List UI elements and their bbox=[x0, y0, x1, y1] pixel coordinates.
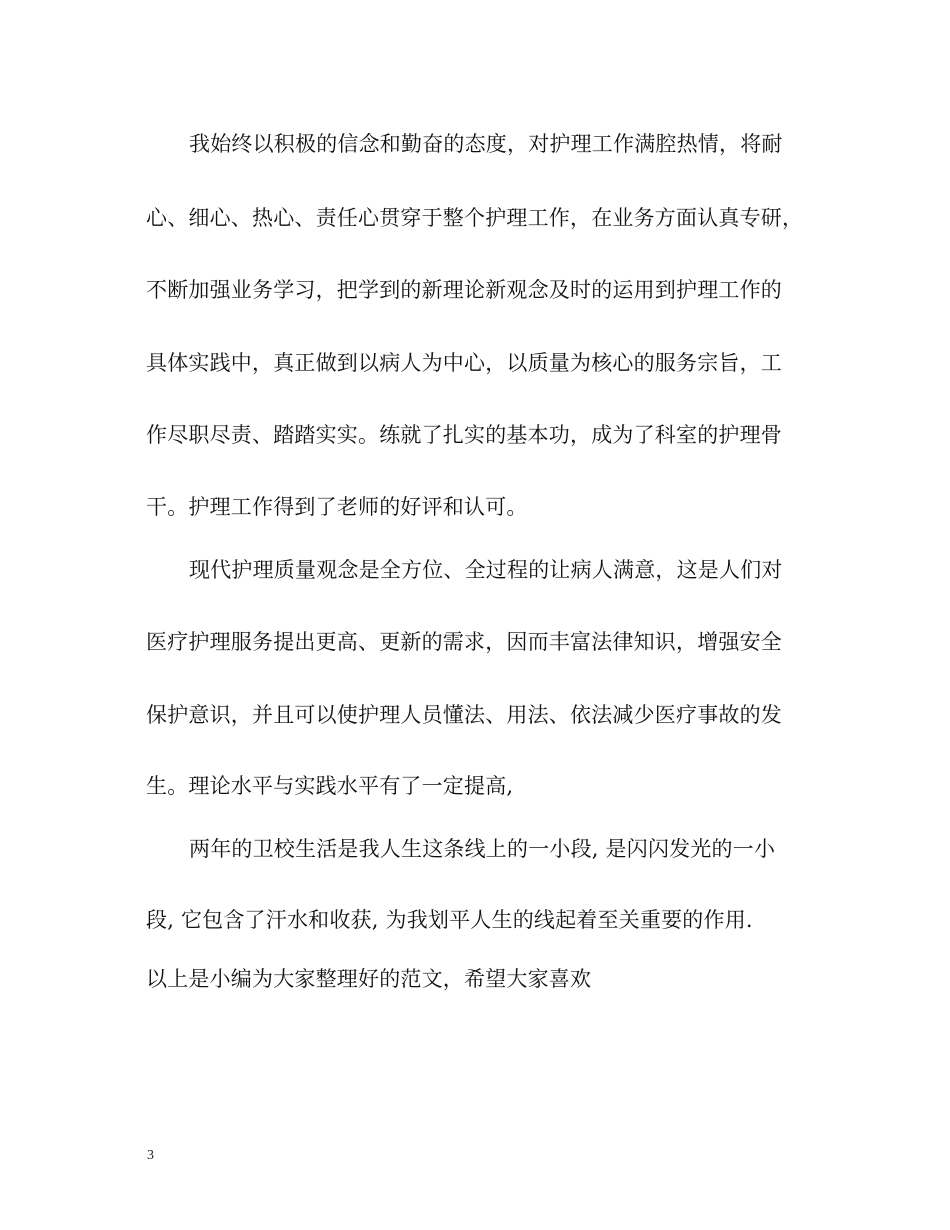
paragraph-1-line-2: 心、细心、热心、责任心贯穿于整个护理工作，在业务方面认真专研， bbox=[146, 206, 804, 230]
paragraph-3-line-1: 两年的卫校生活是我人生这条线上的一小段, 是闪闪发光的一小 bbox=[189, 837, 776, 861]
closing-line: 以上是小编为大家整理好的范文，希望大家喜欢 bbox=[146, 967, 592, 991]
paragraph-1-line-1: 我始终以积极的信念和勤奋的态度，对护理工作满腔热情，将耐 bbox=[189, 132, 783, 156]
paragraph-2-line-2: 医疗护理服务提出更高、更新的需求，因而丰富法律知识，增强安全 bbox=[146, 630, 782, 654]
paragraph-2-line-3: 保护意识，并且可以使护理人员懂法、用法、依法减少医疗事故的发 bbox=[146, 703, 782, 727]
paragraph-1-line-3: 不断加强业务学习，把学到的新理论新观念及时的运用到护理工作的 bbox=[146, 278, 782, 302]
paragraph-1-line-5: 作尽职尽责、踏踏实实。练就了扎实的基本功，成为了科室的护理骨 bbox=[146, 423, 782, 447]
paragraph-2-line-1: 现代护理质量观念是全方位、全过程的让病人满意，这是人们对 bbox=[189, 558, 783, 582]
page-number: 3 bbox=[147, 1148, 154, 1163]
paragraph-1-line-6: 干。护理工作得到了老师的好评和认可。 bbox=[146, 495, 528, 519]
paragraph-2-line-4: 生。理论水平与实践水平有了一定提高, bbox=[146, 774, 514, 798]
paragraph-1-line-4: 具体实践中，真正做到以病人为中心，以质量为核心的服务宗旨，工 bbox=[146, 351, 782, 375]
paragraph-3-line-2: 段, 它包含了汗水和收获, 为我划平人生的线起着至关重要的作用. bbox=[146, 908, 753, 932]
